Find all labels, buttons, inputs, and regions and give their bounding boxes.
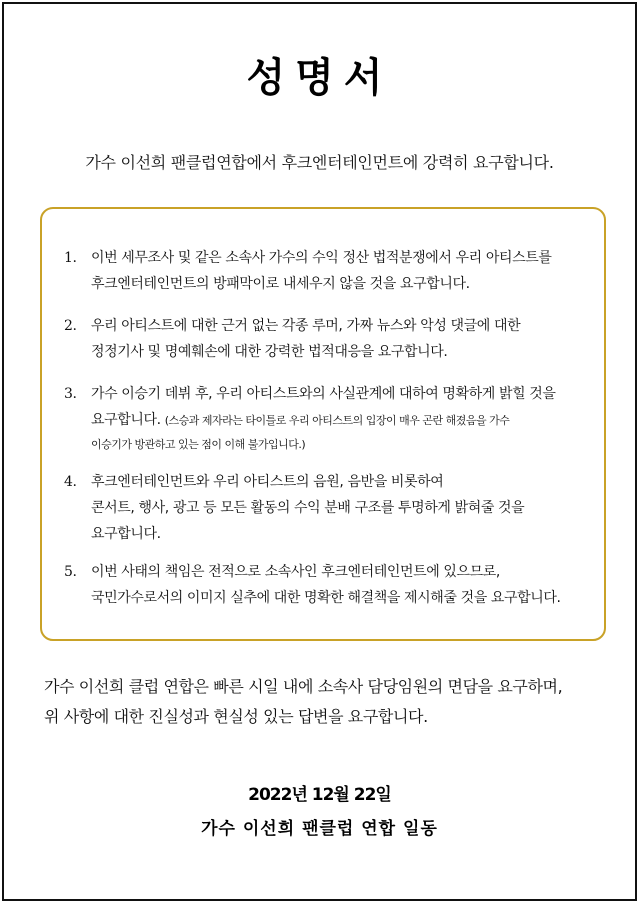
demand-line: 콘서트, 행사, 광고 등 모든 활동의 수익 분배 구조를 투명하게 밝혀줄 것을 bbox=[91, 500, 525, 516]
demand-line: 이번 사태의 책임은 전적으로 소속사인 후크엔터테인먼트에 있으므로, bbox=[91, 564, 500, 580]
document-title: 성명서 bbox=[246, 54, 393, 101]
demand-item-3 bbox=[64, 381, 594, 457]
demand-number: 3. bbox=[64, 386, 77, 402]
demand-note: 이승기가 방관하고 있는 점이 이해 불가입니다.) bbox=[91, 438, 306, 451]
demand-item-1 bbox=[64, 245, 594, 297]
closing-line: 가수 이선희 클럽 연합은 빠른 시일 내에 소속사 담당임원의 면담을 요구하며, bbox=[44, 677, 563, 696]
demand-line: 국민가수로서의 이미지 실추에 대한 명확한 해결책을 제시해줄 것을 요구합니다. bbox=[91, 590, 561, 606]
demand-number: 2. bbox=[64, 318, 77, 334]
demand-line: 정정기사 및 명예훼손에 대한 강력한 법적대응을 요구합니다. bbox=[91, 344, 448, 360]
demand-note: (스승과 제자라는 타이틀로 우리 아티스트의 입장이 매우 곤란 해졌음을 가수 bbox=[164, 414, 510, 427]
closing-statement bbox=[44, 672, 562, 732]
closing-line: 위 사항에 대한 진실성과 현실성 있는 답변을 요구합니다. bbox=[44, 707, 428, 726]
demand-item-2 bbox=[64, 313, 594, 365]
demand-line: 요구합니다. bbox=[91, 412, 161, 428]
demand-item-5 bbox=[64, 559, 594, 611]
demand-line: 후크엔터테인먼트와 우리 아티스트의 음원, 음반을 비롯하여 bbox=[91, 474, 444, 490]
demand-line: 후크엔터테인먼트의 방패막이로 내세우지 않을 것을 요구합니다. bbox=[91, 276, 470, 292]
demand-line: 요구합니다. bbox=[91, 526, 161, 542]
document-signature: 가수 이선희 팬클럽 연합 일동 bbox=[201, 819, 438, 839]
demand-number: 1. bbox=[64, 250, 77, 266]
demand-line: 이번 세무조사 및 같은 소속사 가수의 수익 정산 법적분쟁에서 우리 아티스트를 bbox=[91, 250, 552, 266]
demand-number: 4. bbox=[64, 474, 77, 490]
demand-line: 가수 이승기 데뷔 후, 우리 아티스트와의 사실관계에 대하여 명확하게 밝힐 것을 bbox=[91, 386, 556, 402]
demands-box bbox=[40, 207, 606, 641]
document-subtitle: 가수 이선희 팬클럽연합에서 후크엔터테인먼트에 강력히 요구합니다. bbox=[85, 153, 554, 172]
demand-line: 우리 아티스트에 대한 근거 없는 각종 루머, 가짜 뉴스와 악성 댓글에 대한 bbox=[91, 318, 521, 334]
document-date: 2022년 12월 22일 bbox=[248, 785, 391, 805]
demand-item-4 bbox=[64, 469, 594, 547]
demand-number: 5. bbox=[64, 564, 77, 580]
